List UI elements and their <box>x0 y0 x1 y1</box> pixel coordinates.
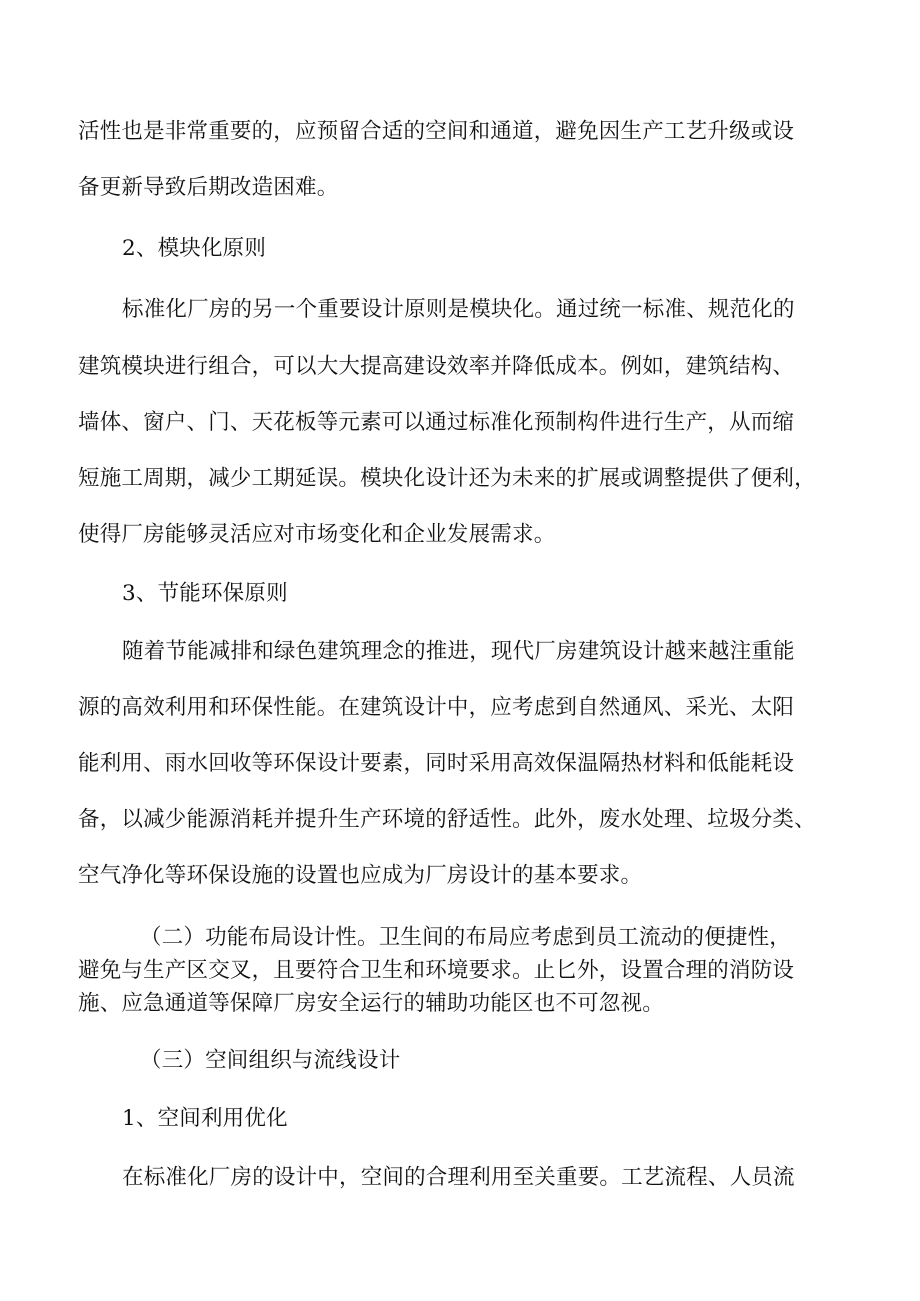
paragraph-line: 短施工周期，减少工期延误。模块化设计还为未来的扩展或调整提供了便利， <box>78 466 816 491</box>
paragraph-line: 能利用、雨水回收等环保设计要素，同时采用高效保温隔热材料和低能耗设 <box>78 751 795 776</box>
subsection-heading: （三）空间组织与流线设计 <box>140 1048 401 1073</box>
paragraph-line: 在标准化厂房的设计中，空间的合理利用至关重要。工艺流程、人员流 <box>122 1165 795 1190</box>
paragraph-line: 施、应急通道等保障厂房安全运行的辅助功能区也不可忽视。 <box>78 991 664 1016</box>
paragraph-line: 标准化厂房的另一个重要设计原则是模块化。通过统一标准、规范化的 <box>122 297 795 322</box>
section-heading: 2、模块化原则 <box>122 236 267 261</box>
paragraph-line: 墙体、窗户、门、天花板等元素可以通过标准化预制构件进行生产，从而缩 <box>78 410 795 435</box>
paragraph-line: 空气净化等环保设施的设置也应成为厂房设计的基本要求。 <box>78 863 643 888</box>
paragraph-line: 备，以减少能源消耗并提升生产环境的舒适性。此外，废水处理、垃圾分类、 <box>78 807 816 832</box>
section-heading: 1、空间利用优化 <box>122 1106 288 1131</box>
subsection-line: （二）功能布局设计性。卫生间的布局应考虑到员工流动的便捷性， <box>140 925 792 950</box>
paragraph-line: 建筑模块进行组合，可以大大提高建设效率并降低成本。例如，建筑结构、 <box>78 354 795 379</box>
paragraph-line: 随着节能减排和绿色建筑理念的推进，现代厂房建筑设计越来越注重能 <box>122 639 795 664</box>
section-heading: 3、节能环保原则 <box>122 581 288 606</box>
paragraph-line: 活性也是非常重要的，应预留合适的空间和通道，避免因生产工艺升级或设 <box>78 119 795 144</box>
paragraph-line: 备更新导致后期改造困难。 <box>78 175 339 200</box>
paragraph-line: 源的高效利用和环保性能。在建筑设计中，应考虑到自然通风、采光、太阳 <box>78 695 795 720</box>
paragraph-line: 避免与生产区交叉，且要符合卫生和环境要求。止匕外，设置合理的消防设 <box>78 958 795 983</box>
paragraph-line: 使得厂房能够灵活应对市场变化和企业发展需求。 <box>78 522 556 547</box>
